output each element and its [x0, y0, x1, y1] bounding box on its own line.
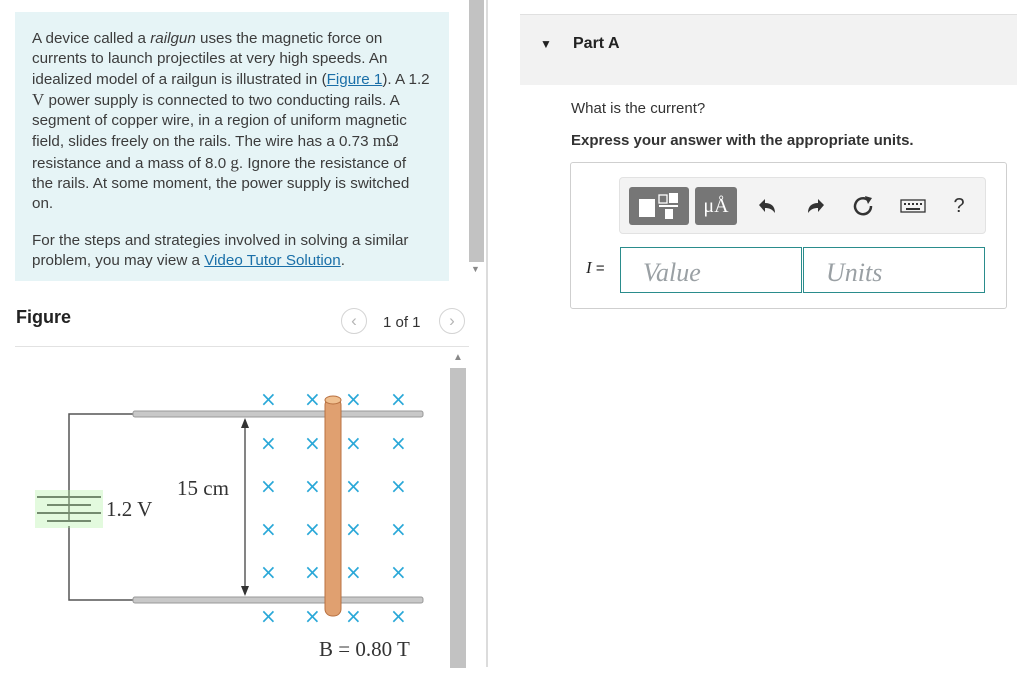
field-x-mark: ×	[345, 431, 362, 455]
figure-scrollbar-thumb[interactable]	[450, 368, 466, 668]
figure-next-button[interactable]	[439, 308, 465, 334]
field-x-mark: ×	[304, 517, 321, 541]
problem-statement	[15, 12, 449, 281]
units-icon: μÅ	[703, 194, 729, 217]
problem-paragraph-1: A device called a railgun uses the magnetic force on currents to launch projectiles at very high speeds. An idealized model of a railgun is illustrated in (Figure 1). A 1.2 V power supply is connected to two conducting rails. A segment of copper wire, in a region of uniform magnetic field, slides freely on the rails. The wire has a 0.73 mΩ resistance and a mass of 8.0 g. Ignore the resistance of the rails. At some moment, the power supply is switched on.	[32, 30, 430, 213]
left-pane-scrollbar[interactable]	[469, 0, 484, 278]
redo-icon	[805, 196, 827, 216]
field-x-mark: ×	[260, 431, 277, 455]
chevron-right-icon: ›	[449, 311, 455, 330]
battery-icon	[35, 490, 103, 528]
top-rail	[133, 411, 423, 417]
field-x-mark: ×	[345, 560, 362, 584]
field-x-mark: ×	[304, 604, 321, 628]
template-button[interactable]	[629, 187, 689, 225]
video-tutor-link[interactable]: Video Tutor Solution	[204, 251, 341, 269]
field-x-mark: ×	[390, 474, 407, 498]
scroll-down-arrow-icon[interactable]: ▼	[471, 264, 480, 274]
railgun-figure	[15, 350, 448, 668]
part-label: Part A	[573, 35, 620, 52]
scroll-up-arrow-icon[interactable]: ▲	[453, 352, 463, 363]
field-x-mark: ×	[260, 560, 277, 584]
value-input[interactable]	[620, 247, 802, 293]
help-button[interactable]	[944, 191, 974, 221]
scrollbar-thumb[interactable]	[469, 0, 484, 262]
field-x-mark: ×	[390, 560, 407, 584]
field-x-mark: ×	[304, 387, 321, 411]
units-button[interactable]	[695, 187, 737, 225]
answer-toolbar	[619, 177, 986, 234]
answer-variable-label: I =	[586, 258, 605, 277]
field-x-mark: ×	[260, 517, 277, 541]
figure-scrollbar[interactable]	[450, 350, 466, 668]
field-x-mark: ×	[345, 517, 362, 541]
figure-page-indicator: 1 of 1	[383, 314, 421, 331]
bottom-rail	[133, 597, 423, 603]
field-x-mark: ×	[345, 474, 362, 498]
copper-wire	[325, 398, 341, 616]
undo-button[interactable]	[752, 191, 782, 221]
reset-button[interactable]	[848, 191, 878, 221]
figure-divider	[15, 346, 469, 347]
keyboard-button[interactable]	[898, 191, 928, 221]
field-x-mark: ×	[260, 474, 277, 498]
field-x-mark: ×	[304, 560, 321, 584]
problem-paragraph-2: For the steps and strategies involved in solving a similar problem, you may view a Video Tutor Solution.	[32, 231, 409, 269]
field-x-mark: ×	[345, 387, 362, 411]
railgun-diagram	[15, 350, 448, 668]
figure-title: Figure	[16, 307, 72, 327]
pane-divider[interactable]	[486, 0, 488, 667]
distance-label: 15 cm	[177, 476, 229, 500]
field-x-mark: ×	[260, 387, 277, 411]
field-label: B = 0.80 T	[319, 637, 410, 661]
keyboard-icon	[900, 198, 926, 214]
question-text: What is the current?	[571, 100, 706, 117]
instruction-text: Express your answer with the appropriate units.	[571, 132, 914, 149]
voltage-label: 1.2 V	[106, 497, 153, 521]
template-icon	[637, 191, 681, 221]
undo-icon	[756, 196, 778, 216]
field-x-mark: ×	[304, 431, 321, 455]
redo-button[interactable]	[801, 191, 831, 221]
units-input[interactable]	[803, 247, 985, 293]
help-icon: ?	[953, 194, 965, 217]
reset-icon	[851, 194, 875, 218]
field-x-mark: ×	[345, 604, 362, 628]
chevron-left-icon: ‹	[351, 311, 357, 330]
field-x-mark: ×	[260, 604, 277, 628]
part-a-header[interactable]	[520, 14, 1017, 85]
field-x-mark: ×	[390, 387, 407, 411]
field-x-mark: ×	[390, 431, 407, 455]
figure-prev-button[interactable]	[341, 308, 367, 334]
field-x-mark: ×	[390, 517, 407, 541]
figure-link[interactable]: Figure 1	[326, 70, 383, 88]
collapse-caret-icon[interactable]: ▼	[540, 37, 552, 51]
field-x-mark: ×	[304, 474, 321, 498]
field-x-mark: ×	[390, 604, 407, 628]
